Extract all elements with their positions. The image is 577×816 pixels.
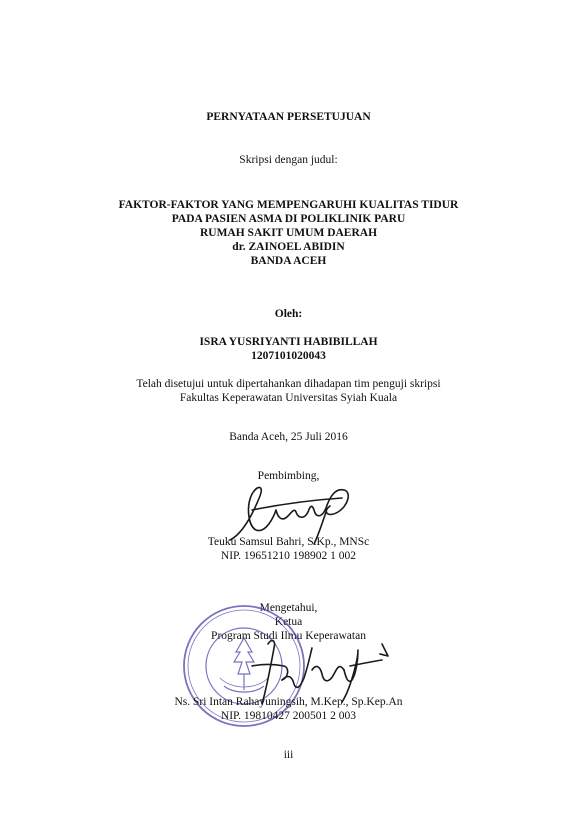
author-name: ISRA YUSRIYANTI HABIBILLAH [199,336,378,348]
thesis-title-line-2: PADA PASIEN ASMA DI POLIKLINIK PARU [171,213,406,225]
thesis-title-line-1: FAKTOR-FAKTOR YANG MEMPENGARUHI KUALITAS TIDUR [118,199,459,211]
acknowledger-name: Ns. Sri Intan Rahayuningsih, M.Kep., Sp.Kep.An [174,696,403,708]
student-id: 1207101020043 [251,350,326,362]
place-date: Banda Aceh, 25 Juli 2016 [229,431,348,443]
acknowledger-label: Mengetahui, [259,602,318,614]
supervisor-name: Teuku Samsul Bahri, S.Kp., MNSc [207,536,370,548]
intro-text: Skripsi dengan judul: [239,154,338,166]
page-number: iii [283,749,294,761]
document-heading: PERNYATAAN PERSETUJUAN [206,111,371,123]
thesis-title-line-5: BANDA ACEH [250,255,327,267]
acknowledger-program: Program Studi Ilmu Keperawatan [211,630,366,642]
approval-line-1: Telah disetujui untuk dipertahankan dihadapan tim penguji skripsi [136,378,441,390]
acknowledger-nip: NIP. 19810427 200501 2 003 [220,710,357,722]
thesis-title-line-4: dr. ZAINOEL ABIDIN [232,241,345,253]
supervisor-label: Pembimbing, [257,470,320,482]
approval-line-2: Fakultas Keperawatan Universitas Syiah Kuala [179,392,398,404]
supervisor-nip: NIP. 19651210 198902 1 002 [220,550,357,562]
acknowledger-role: Ketua [274,616,303,628]
by-label: Oleh: [274,308,303,320]
thesis-title-line-3: RUMAH SAKIT UMUM DAERAH [199,227,378,239]
